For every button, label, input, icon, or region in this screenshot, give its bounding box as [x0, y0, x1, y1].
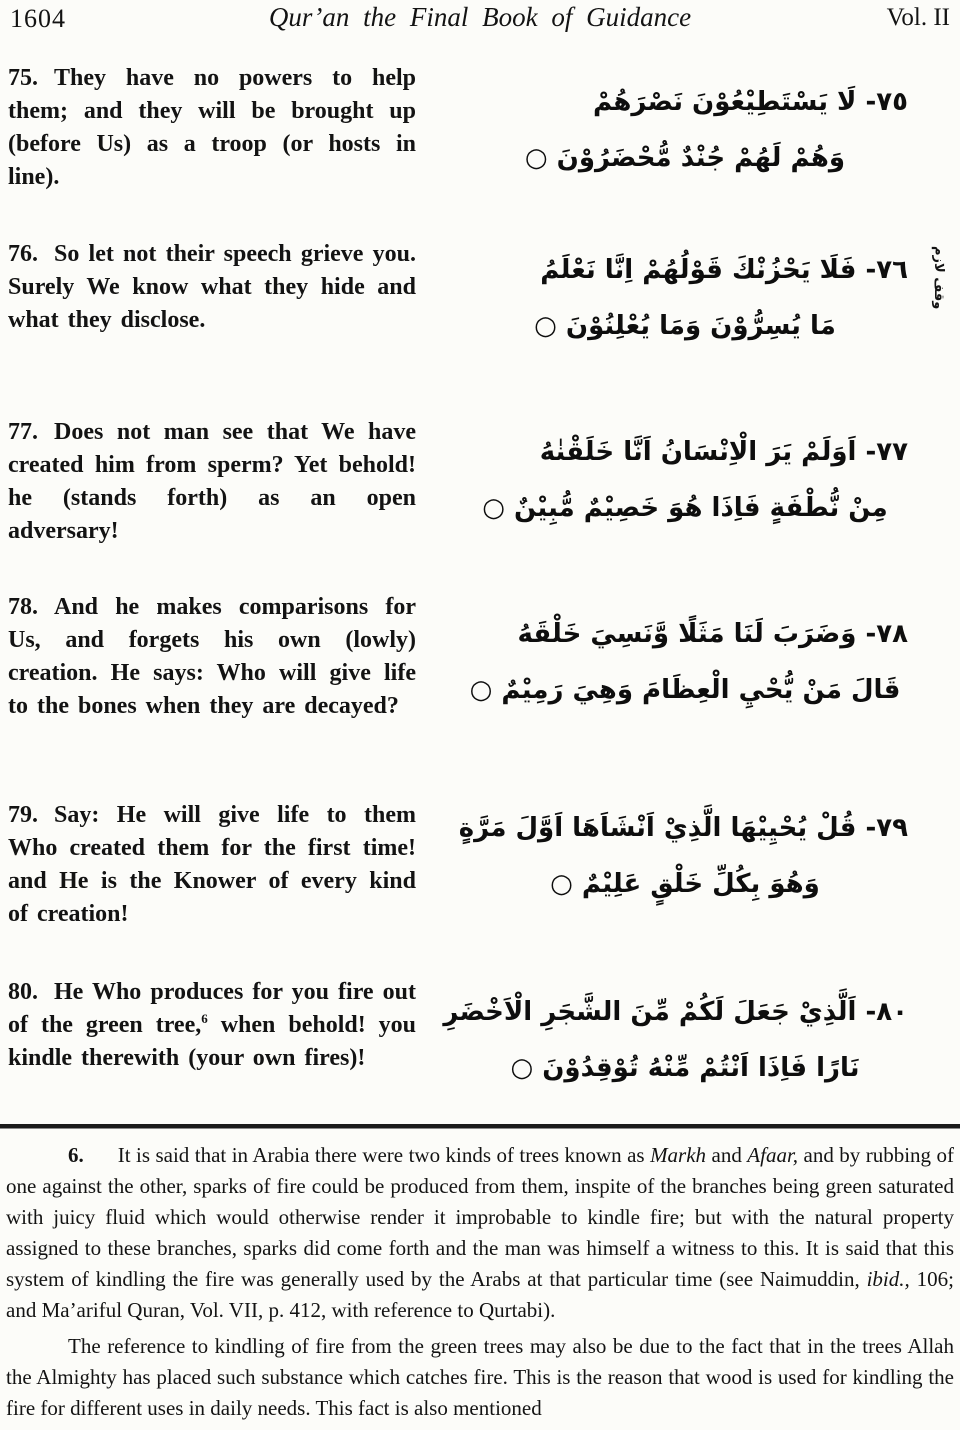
verse-75-english	[8, 62, 416, 194]
arabic-line: وَهُوَ بِكُلِّ خَلْقٍ عَلِيْمٌ ○	[550, 869, 820, 899]
verse-text: And he makes comparisons for Us, and forgets his own (lowly) creation. He says: Who will give life to the bones when they are decayed?	[8, 594, 416, 719]
verse-number: 77.	[8, 419, 38, 445]
volume-label: Vol. II	[886, 4, 950, 31]
verse-text: when behold! you kindle therewith (your own fires)!	[8, 1012, 417, 1071]
verse-79-english	[8, 799, 416, 931]
verse-number: 78.	[8, 594, 38, 620]
verse-77-english	[8, 416, 416, 548]
footnote-text: and by rubbing of one against the other, sparks of fire could be produced from them, inspite of the branches being green saturated with juicy fluid which would otherwise render it improbable to kindle fire; but with the natural property assigned to these branches, sparks did come forth and the man was himself a witness to this. It is said that this system of kindling the fire was generally used by the Arabs at that particular time (see Naimuddin,	[6, 1143, 954, 1291]
arabic-line: ٧٥- لَا يَسْتَطِيْعُوْنَ نَصْرَهُمْ	[593, 87, 908, 117]
arabic-line: ٧٨- وَضَرَبَ لَنَا مَثَلًا وَّنَسِيَ خَلْقَهُ	[517, 619, 908, 649]
page-title: Qur’an the Final Book of Guidance	[268, 2, 692, 32]
footnote-text: 106; and Ma’ariful Quran, Vol. VII, p. 412, with reference to Qurtabi).	[6, 1267, 954, 1322]
verse-number: 75.	[8, 65, 38, 91]
verse-76-english	[8, 238, 416, 337]
arabic-line: نَارًا فَاِذَا اَنْتُمْ مِّنْهُ تُوْقِدُوْنَ ○	[510, 1053, 860, 1083]
verse-number: 80.	[8, 979, 38, 1005]
footnote-text: It is said that in Arabia there were two kinds of trees known as	[117, 1143, 651, 1167]
verse-80-english	[8, 976, 416, 1075]
verse-number: 76.	[8, 241, 38, 267]
footnote-number: 6.	[68, 1143, 84, 1167]
verse-number: 79.	[8, 802, 38, 828]
verse-text: Say: He will give life to them Who created them for the first time! and He is the Knower of every kind of creation!	[8, 802, 416, 927]
arabic-line: مِنْ نُّطْفَةٍ فَاِذَا هُوَ خَصِيْمٌ مُّبِيْنٌ ○	[482, 493, 888, 523]
arabic-line: قَالَ مَنْ يُّحْيِ الْعِظَامَ وَهِيَ رَمِيْمٌ ○	[469, 675, 901, 705]
verse-77-arabic	[462, 424, 908, 536]
verse-75-arabic	[462, 74, 908, 186]
arabic-line: مَا يُسِرُّوْنَ وَمَا يُعْلِنُوْنَ ○	[534, 311, 836, 341]
verse-text: So let not their speech grieve you. Surely We know what they hide and what they disclose.	[8, 241, 416, 333]
footnote-paragraph-2	[6, 1331, 954, 1424]
verse-78-english	[8, 591, 416, 723]
footnote-paragraph-1	[6, 1140, 954, 1326]
arabic-line: ٨٠- اَلَّذِيْ جَعَلَ لَكُمْ مِّنَ الشَّجَرِ الْاَخْضَرِ	[443, 997, 908, 1027]
verse-79-arabic	[458, 800, 908, 912]
verse-text: He Who produces for you fire out of the green tree,	[8, 979, 416, 1038]
verse-78-arabic	[462, 606, 908, 718]
footnote-text-italic: Afaar,	[747, 1143, 799, 1167]
page-number: 1604	[10, 4, 66, 33]
footnote-text-italic: ibid.,	[866, 1267, 910, 1291]
verse-text: They have no powers to help them; and they will be brought up (before Us) as a troop (or hosts in line).	[8, 65, 416, 190]
footnote-separator-rule	[0, 1124, 960, 1129]
footnote-text: The reference to kindling of fire from the green trees may also be due to the fact that in the trees Allah the Almighty has placed such substance which catches fire. This is the reason that wood is used for kindling the fire for different uses in daily needs. This fact is also mentioned	[6, 1334, 954, 1420]
verse-76-arabic	[462, 242, 908, 354]
arabic-line: ٧٧- اَوَلَمْ يَرَ الْاِنْسَانُ اَنَّا خَلَقْنٰهُ	[539, 437, 908, 467]
arabic-line: وَهُمْ لَهُمْ جُنْدٌ مُّحْضَرُوْنَ ○	[524, 143, 846, 173]
margin-stop-note: وقف لازم	[931, 246, 946, 310]
arabic-line: ٧٩- قُلْ يُحْيِيْهَا الَّذِيْ اَنْشَاَهَا اَوَّلَ مَرَّةٍ	[458, 813, 908, 843]
verse-text: Does not man see that We have created him from sperm? Yet behold! he (stands forth) as an open adversary!	[8, 419, 416, 544]
verse-80-arabic	[443, 984, 908, 1096]
arabic-line: ٧٦- فَلَا يَحْزُنْكَ قَوْلُهُمْ اِنَّا نَعْلَمُ	[540, 255, 908, 285]
footnote-reference: 6	[201, 1011, 208, 1026]
footnote-text-italic: Markh	[650, 1143, 707, 1167]
footnote-text: and	[706, 1143, 748, 1167]
footnote-section	[6, 1140, 954, 1424]
